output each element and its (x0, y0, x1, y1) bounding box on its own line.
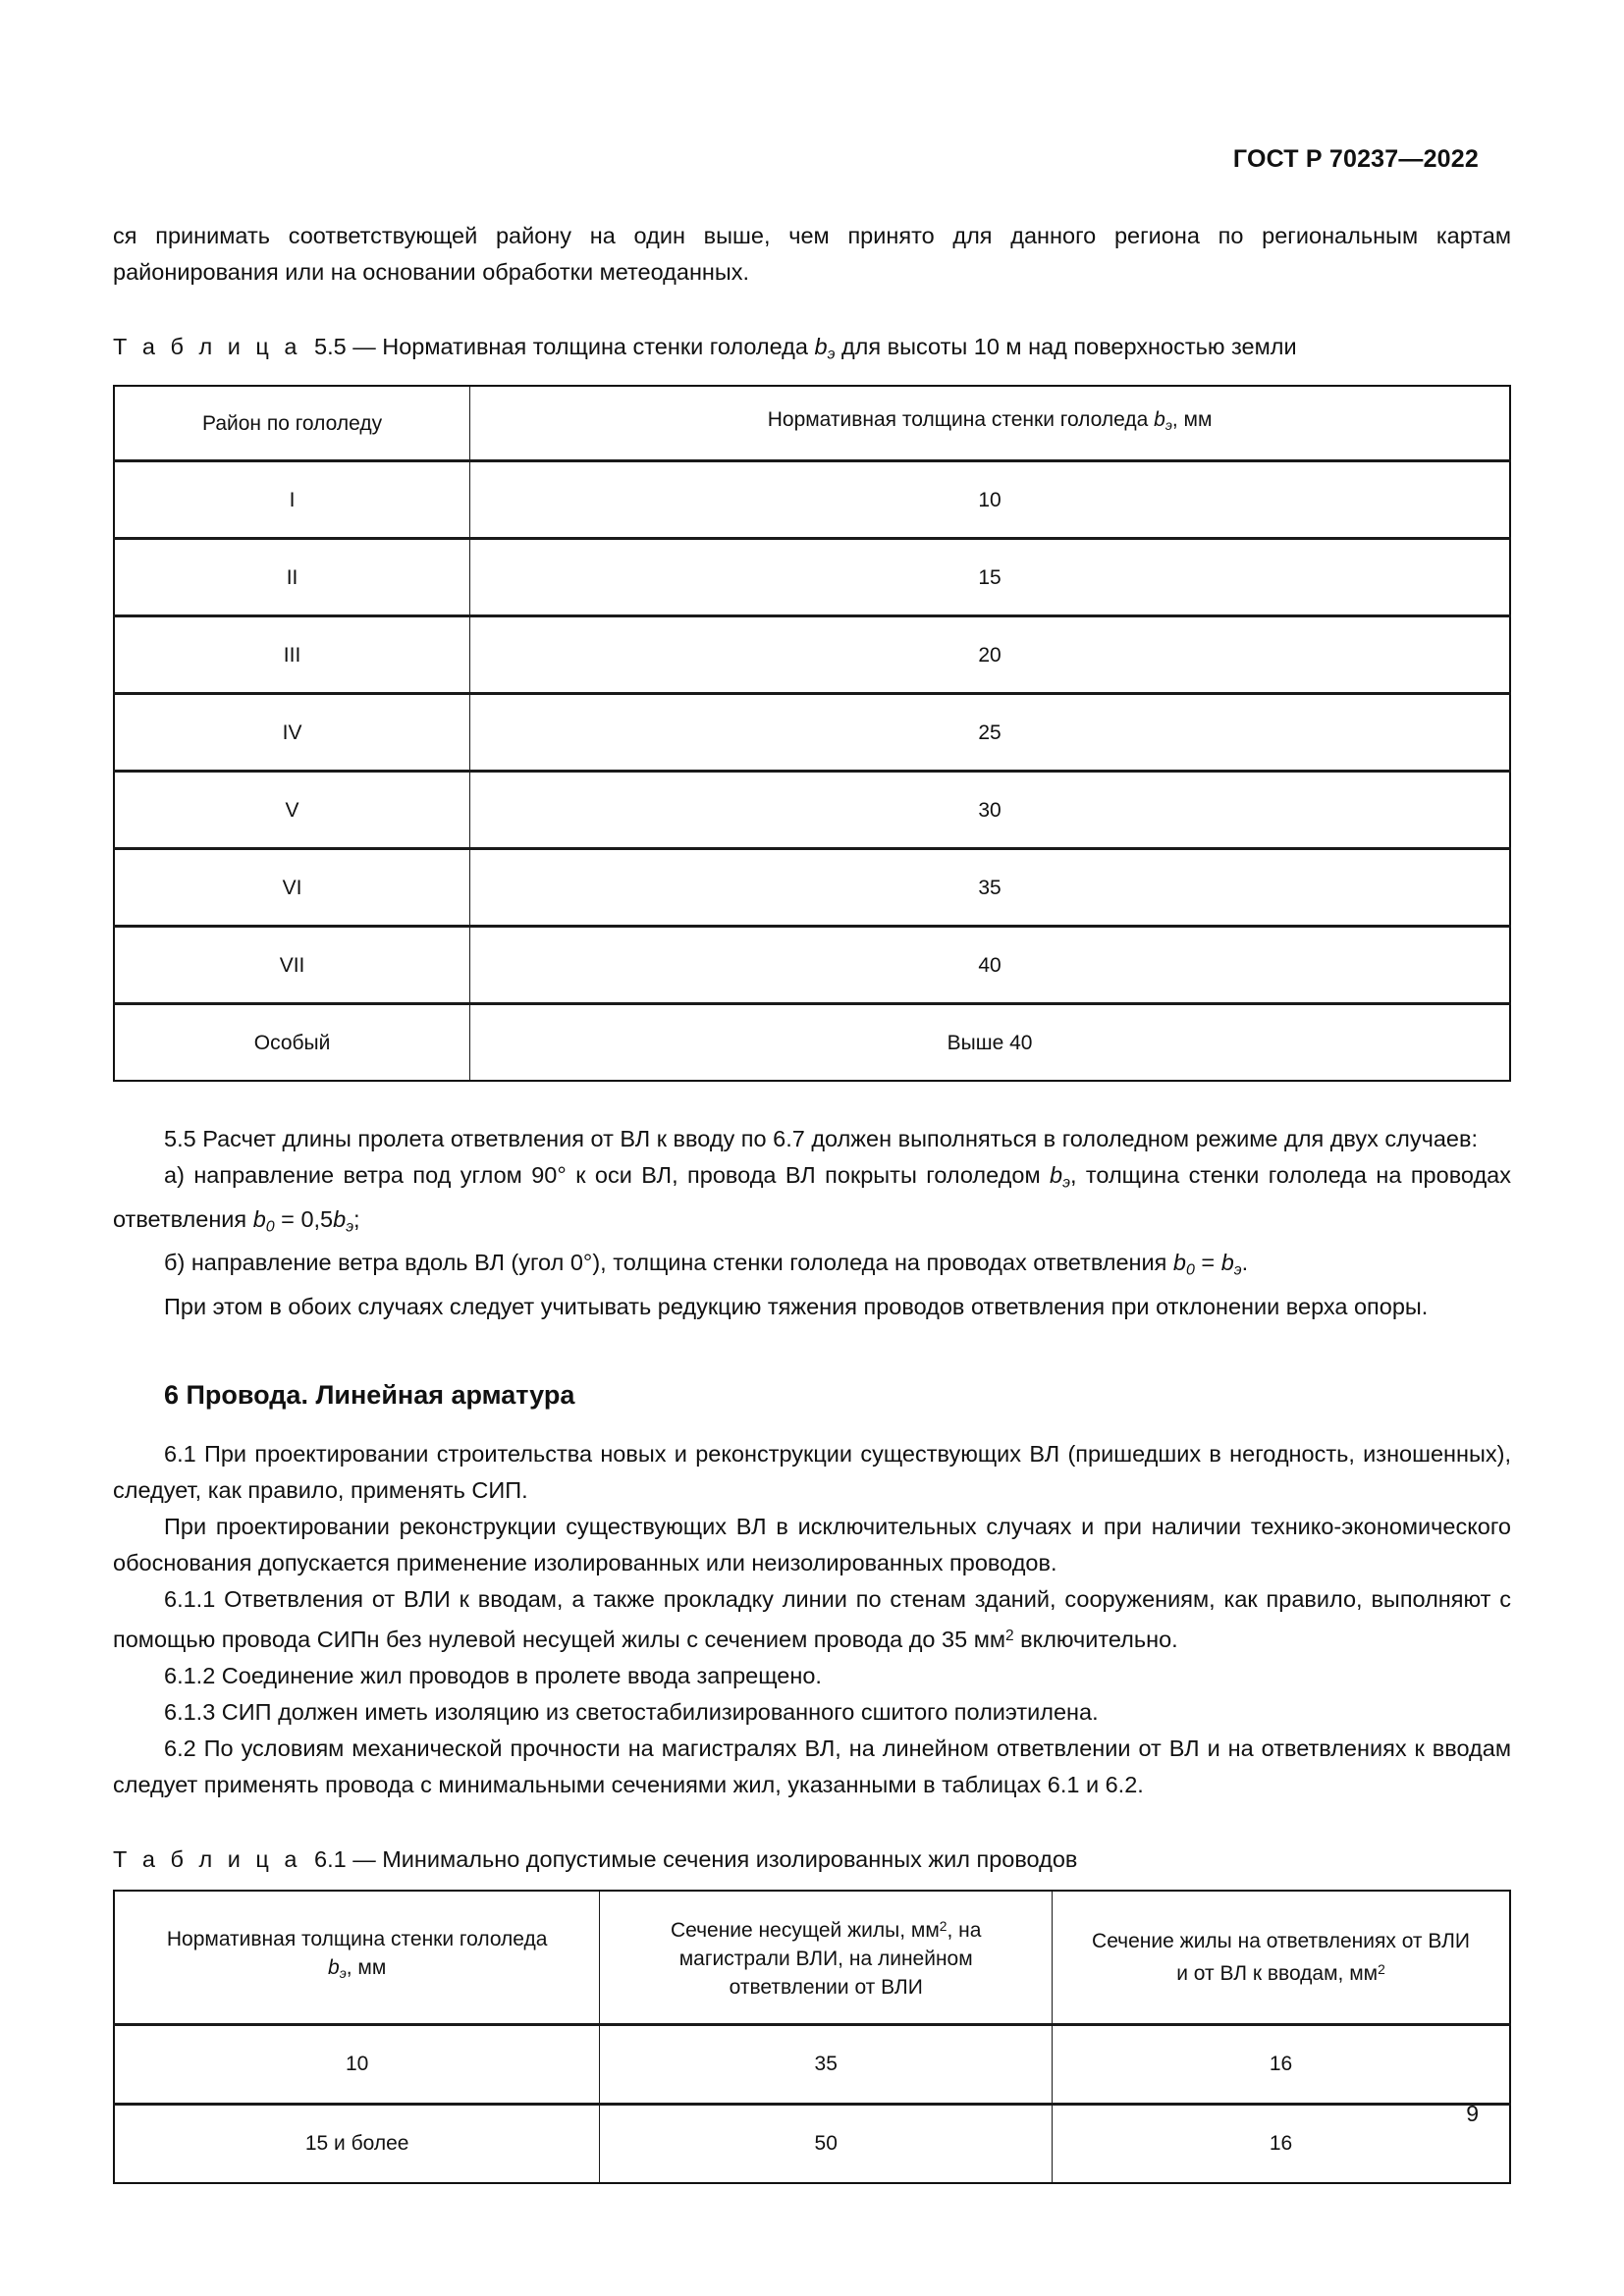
table-row (114, 927, 1510, 1004)
clause-5-5-item-b (113, 1245, 1511, 1288)
table-5-5-caption-text-before: Нормативная толщина стенки гололеда (382, 334, 815, 359)
paragraph-6-1-continued: При проектировании реконструкции существующих ВЛ в исключительных случаях и при наличии технико-экономического обоснования допускается применение изолированных или неизолированных проводов. (113, 1513, 1511, 1575)
table-6-1-header-row (114, 1891, 1510, 2025)
table-5-5-header-thickness-after: , мм (1171, 408, 1213, 432)
table-6-1-header-branch-superscript: 2 (1378, 1960, 1385, 1977)
paragraph-6-1-1-text2: включительно. (1013, 1626, 1178, 1652)
table-5-5-header-row (114, 386, 1510, 461)
table-5-5-caption-text-after: для высоты 10 м над поверхностью земли (835, 334, 1297, 359)
table-5-5-cell-thickness: Выше 40 (470, 1004, 1510, 1082)
table-6-1-cell-branch: 16 (1053, 2104, 1510, 2183)
table-5-5-cell-region: III (114, 616, 470, 694)
table-row (114, 2104, 1510, 2183)
clause-5-5-lead: 5.5 Расчет длины пролета ответвления от ВЛ к вводу по 6.7 должен выполняться в гололедном режиме для двух случаев: (164, 1126, 1479, 1152)
clause-5-5-item-b-text2: = (1194, 1250, 1221, 1276)
table-6-1 (113, 1890, 1511, 2184)
table-5-5-cell-region: II (114, 539, 470, 616)
table-5-5-header-thickness-subscript: э (1164, 418, 1172, 435)
table-row (114, 772, 1510, 849)
table-6-1-header-thickness-variable: b (328, 1956, 340, 1980)
table-6-1-cell-branch: 16 (1053, 2024, 1510, 2104)
clause-5-5-item-a-text2: , толщина стенки гололеда на проводах ответвления (113, 1162, 1511, 1232)
table-5-5-cell-thickness: 25 (470, 694, 1510, 772)
paragraph-6-1-1 (113, 1581, 1511, 1658)
page-header-title: ГОСТ Р 70237—2022 (1232, 145, 1479, 173)
clause-5-5-item-a-var3: b (333, 1205, 347, 1232)
page-number: 9 (1466, 2101, 1479, 2126)
table-5-5-header-thickness-before: Нормативная толщина стенки гололеда (767, 408, 1155, 432)
table-6-1-header-thickness-units: , мм (346, 1956, 387, 1980)
paragraph-6-1-1-text1: 6.1.1 Ответвления от ВЛИ к вводам, а также прокладку линии по стенам зданий, сооружениям, как правило, выполняют с помощью провода СИПн без нулевой несущей жилы с сечением провода до 35 мм (113, 1585, 1511, 1652)
table-5-5-cell-region: IV (114, 694, 470, 772)
table-5-5-caption-variable-subscript: э (827, 346, 836, 363)
table-6-1-header-carrier-line3: ответвлении от ВЛИ (729, 1976, 923, 2000)
clause-5-5-item-a (113, 1157, 1511, 1245)
clause-5-5-item-a-sub3: э (346, 1218, 354, 1236)
table-5-5-caption-variable: b (814, 334, 828, 359)
table-5-5-cell-thickness: 30 (470, 772, 1510, 849)
clause-5-5-item-a-var2: b (252, 1205, 266, 1232)
table-5-5 (113, 385, 1511, 1082)
clause-5-5-closing: При этом в обоих случаях следует учитывать редукцию тяжения проводов ответвления при отклонении верха опоры. (164, 1293, 1429, 1319)
table-5-5-caption-number: 5.5 (314, 334, 347, 359)
table-5-5-cell-region: V (114, 772, 470, 849)
clause-5-5-item-b-text3: . (1241, 1250, 1249, 1276)
table-row (114, 2024, 1510, 2104)
table-5-5-caption-label: Т а б л и ц а (113, 334, 301, 359)
table-6-1-header-thickness (114, 1891, 600, 2025)
table-6-1-caption-label: Т а б л и ц а (113, 1845, 301, 1872)
table-6-1-header-branch (1053, 1891, 1510, 2025)
table-5-5-cell-region: VII (114, 927, 470, 1004)
clause-5-5-item-a-text3: = 0,5 (274, 1205, 334, 1232)
clause-5-5-item-b-sub1: 0 (1186, 1261, 1195, 1279)
table-5-5-cell-thickness: 35 (470, 849, 1510, 927)
table-5-5-cell-thickness: 15 (470, 539, 1510, 616)
table-row (114, 849, 1510, 927)
intro-paragraph: ся принимать соответствующей району на один выше, чем принято для данного региона по региональным картам районирования или на основании обработки метеоданных. (113, 223, 1511, 285)
table-6-1-caption-text: Минимально допустимые сечения изолированных жил проводов (382, 1845, 1078, 1872)
table-5-5-cell-thickness: 10 (470, 461, 1510, 539)
table-6-1-header-thickness-subscript: э (339, 1966, 347, 1983)
clause-5-5-item-a-sub1: э (1062, 1174, 1070, 1192)
clause-5-5-item-b-sub2: э (1233, 1261, 1242, 1279)
table-5-5-cell-region: I (114, 461, 470, 539)
table-5-5-header-thickness-variable: b (1154, 408, 1165, 432)
clause-5-5-item-a-sub2: 0 (265, 1218, 275, 1236)
table-5-5-cell-thickness: 40 (470, 927, 1510, 1004)
table-6-1-caption (113, 1842, 1511, 1876)
clause-5-5-item-a-text1: а) направление ветра под углом 90° к оси ВЛ, провода ВЛ покрыты гололедом (164, 1162, 1051, 1189)
table-6-1-header-carrier-line2: магистрали ВЛИ, на линейном (678, 1948, 973, 1971)
paragraph-6-1-3: 6.1.3 СИП должен иметь изоляцию из светостабилизированного сшитого полиэтилена. (164, 1698, 1099, 1725)
table-row (114, 616, 1510, 694)
table-6-1-header-branch-line1: Сечение жилы на ответвлениях от ВЛИ (1092, 1929, 1471, 1952)
table-6-1-header-carrier (600, 1891, 1053, 2025)
table-5-5-cell-thickness: 20 (470, 616, 1510, 694)
paragraph-6-2: 6.2 По условиям механической прочности на магистралях ВЛ, на линейном ответвлении от ВЛ и на ответвлениях к вводам следует применять провода с минимальными сечениями жил, указанными в таблицах 6.1 и 6.2. (113, 1735, 1511, 1797)
table-6-1-header-carrier-superscript: 2 (939, 1918, 947, 1935)
table-5-5-caption (113, 330, 1511, 371)
paragraph-6-1-1-superscript: 2 (1005, 1627, 1014, 1644)
table-6-1-header-branch-line2a: и от ВЛ к вводам, мм (1176, 1961, 1379, 1985)
table-6-1-cell-thickness: 10 (114, 2024, 600, 2104)
table-row (114, 539, 1510, 616)
clause-5-5-item-b-var2: b (1220, 1250, 1234, 1276)
table-6-1-cell-carrier: 35 (600, 2024, 1053, 2104)
table-5-5-header-region: Район по гололеду (114, 386, 470, 461)
table-row (114, 694, 1510, 772)
table-5-5-header-thickness (470, 386, 1510, 461)
table-6-1-header-thickness-line1: Нормативная толщина стенки гололеда (166, 1928, 548, 1951)
table-6-1-caption-dash: — (352, 1845, 376, 1872)
table-row (114, 1004, 1510, 1082)
table-row (114, 461, 1510, 539)
clause-5-5-item-b-var1: b (1172, 1250, 1186, 1276)
table-6-1-cell-carrier: 50 (600, 2104, 1053, 2183)
table-5-5-cell-region: VI (114, 849, 470, 927)
table-6-1-caption-number: 6.1 (314, 1845, 347, 1872)
table-6-1-header-carrier-line1b: , на (947, 1919, 982, 1943)
page-content (113, 218, 1511, 2184)
table-6-1-header-carrier-line1a: Сечение несущей жилы, мм (670, 1919, 940, 1943)
clause-5-5-item-a-var1: b (1050, 1162, 1063, 1189)
clause-5-5-item-a-text4: ; (353, 1205, 360, 1232)
paragraph-6-1-2: 6.1.2 Соединение жил проводов в пролете ввода запрещено. (164, 1662, 822, 1688)
paragraph-6-1: 6.1 При проектировании строительства новых и реконструкции существующих ВЛ (пришедших в негодность, изношенных), следует, как правило, применять СИП. (113, 1440, 1511, 1503)
section-6-heading: 6 Провода. Линейная арматура (164, 1379, 575, 1410)
table-5-5-cell-region: Особый (114, 1004, 470, 1082)
table-5-5-caption-dash: — (352, 334, 376, 359)
table-6-1-cell-thickness: 15 и более (114, 2104, 600, 2183)
clause-5-5-item-b-text1: б) направление ветра вдоль ВЛ (угол 0°), толщина стенки гололеда на проводах ответвления (164, 1250, 1173, 1276)
